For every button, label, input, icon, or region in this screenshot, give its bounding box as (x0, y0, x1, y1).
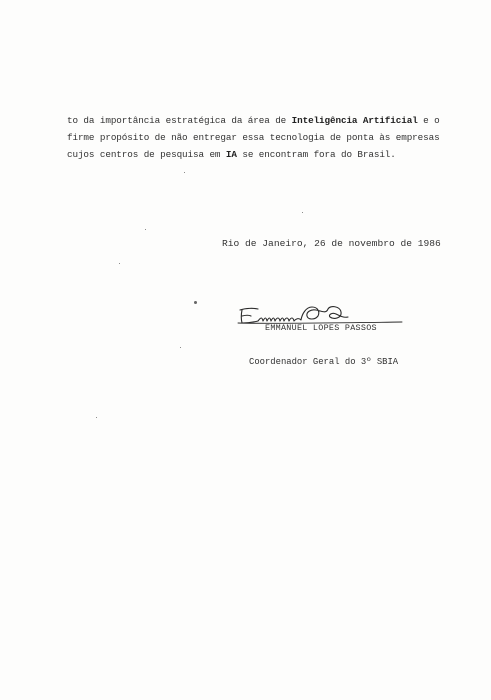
paper-speck (184, 172, 185, 173)
signer-title: Coordenador Geral do 3º SBIA (249, 357, 399, 367)
letter-body (67, 112, 440, 163)
letter-text: to da importância estratégica da área de (67, 115, 292, 126)
letter-text: cujos centros de pesquisa em (67, 149, 226, 160)
letter-line-2: firme propósito de não entregar essa tecnologia de ponta às empresas (67, 132, 440, 143)
letter-text: se encontram fora do Brasil. (236, 149, 396, 160)
paper-speck (145, 229, 146, 230)
letter-line-3 (67, 146, 437, 163)
letter-line-1 (67, 112, 440, 129)
letter-emphasis: Inteligência Artificial (291, 115, 418, 126)
paper-speck (96, 417, 97, 418)
paper-speck (180, 347, 181, 348)
signer-name: EMMANUEL LOPES PASSOS (265, 323, 377, 333)
paper-speck (302, 212, 303, 213)
paper-speck (119, 263, 120, 264)
paper-speck (194, 301, 197, 304)
place-date: Rio de Janeiro, 26 de novembro de 1986 (222, 238, 441, 249)
letter-text: e o (417, 115, 440, 126)
letter-emphasis: IA (225, 149, 237, 160)
